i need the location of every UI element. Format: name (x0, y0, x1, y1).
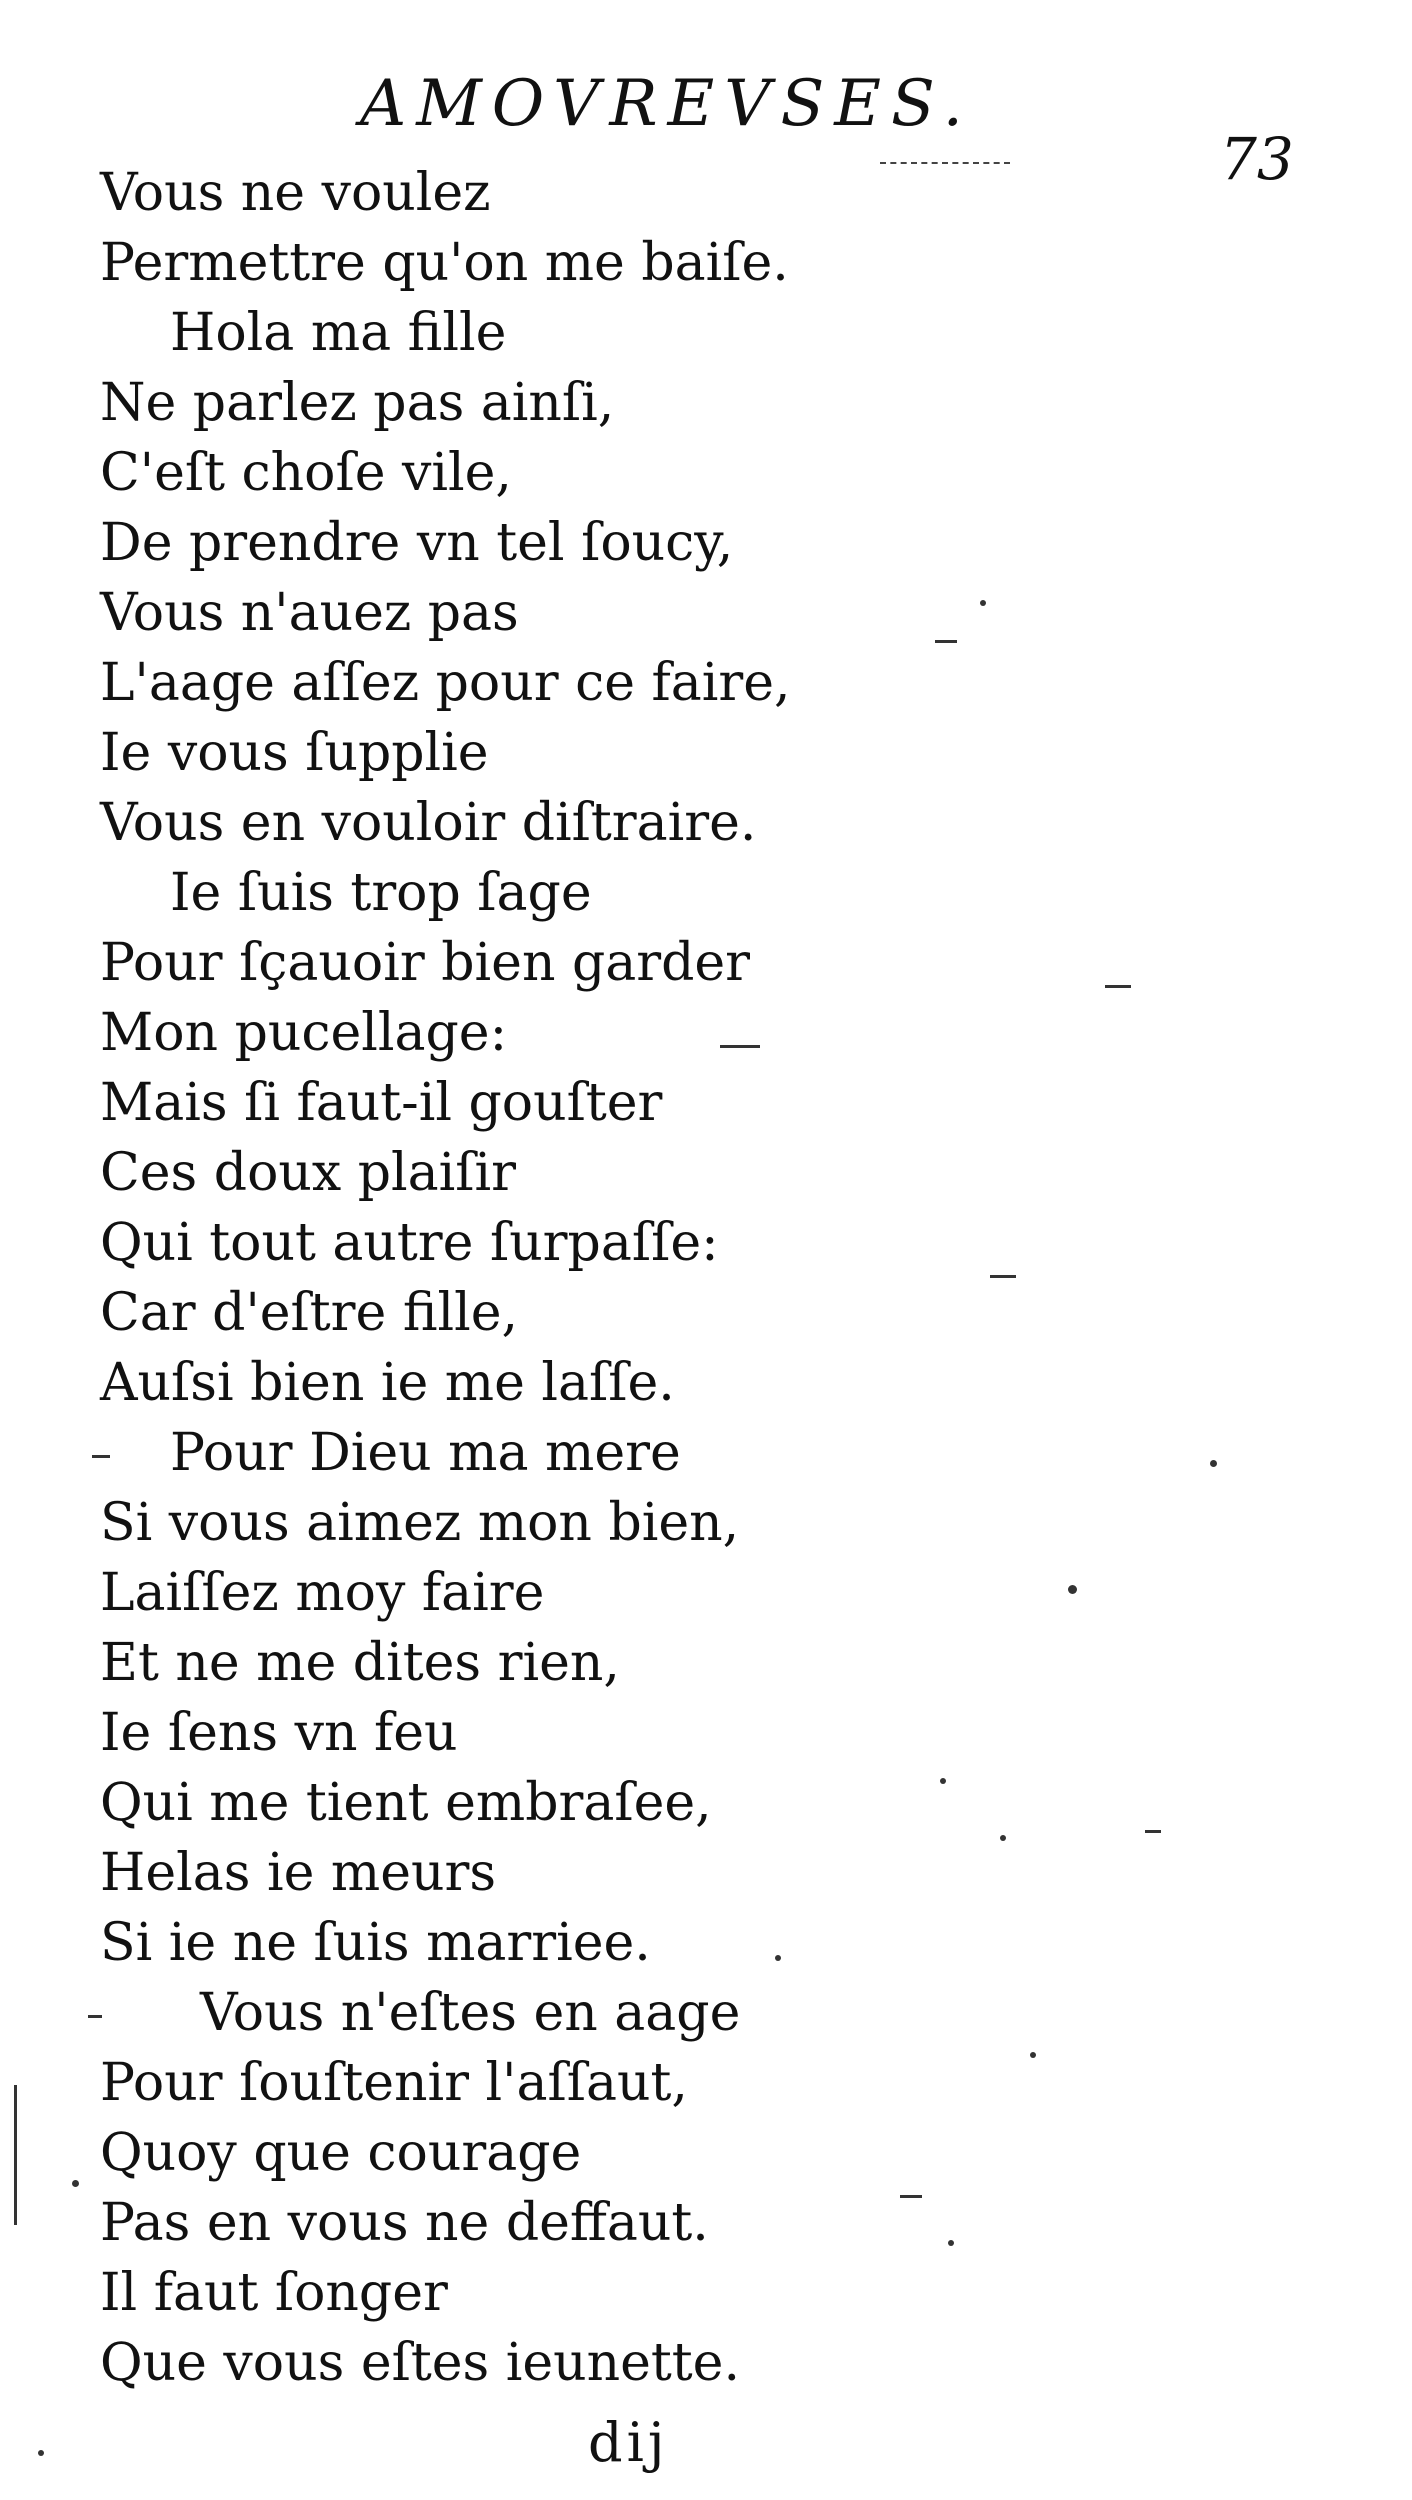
verse-line: Pour ſçauoir bien garder (100, 933, 751, 993)
signature-mark: dij (588, 2411, 669, 2474)
verse-line: Vous n'eſtes en aage (200, 1983, 741, 2043)
ink-speck (72, 2180, 79, 2187)
ink-speck (900, 2195, 922, 2198)
verse-line: Mon pucellage: (100, 1003, 508, 1063)
verse-line: Permettre qu'on me baiſe. (100, 233, 789, 293)
verse-line: Et ne me dites rien, (100, 1633, 620, 1693)
verse-line: Ie vous ſupplie (100, 723, 489, 783)
scan-margin-mark (14, 2085, 17, 2225)
ink-speck (88, 2015, 102, 2018)
verse-line: De prendre vn tel ſoucy, (100, 513, 734, 573)
ink-speck (990, 1275, 1016, 1278)
page-number: 73 (1220, 125, 1294, 193)
ink-speck (1210, 1460, 1217, 1467)
verse-line: Ne parlez pas ainſi, (100, 373, 615, 433)
ink-speck (935, 640, 957, 643)
verse-line: Quoy que courage (100, 2123, 582, 2183)
ink-speck (940, 1778, 946, 1784)
verse-line: Vous en vouloir diſtraire. (100, 793, 757, 853)
verse-line: Car d'eſtre fille, (100, 1283, 519, 1343)
ink-speck (1068, 1585, 1077, 1594)
ink-speck (980, 600, 986, 606)
ink-speck (38, 2450, 44, 2456)
poem-verse (0, 158, 1100, 2398)
verse-line: Mais ſi faut-il gouſter (100, 1073, 663, 1133)
ink-speck (720, 1045, 760, 1048)
verse-line: Que vous eſtes ieunette. (100, 2333, 740, 2393)
ink-speck (1145, 1830, 1161, 1833)
verse-line: Ie ſens vn feu (100, 1703, 458, 1763)
verse-line: Si vous aimez mon bien, (100, 1493, 740, 1553)
verse-line: Qui tout autre ſurpaſſe: (100, 1213, 719, 1273)
verse-line: Pour Dieu ma mere (170, 1423, 681, 1483)
verse-line: Laiſſez moy faire (100, 1563, 545, 1623)
verse-line: L'aage aſſez pour ce faire, (100, 653, 791, 713)
verse-line: Auſsi bien ie me laſſe. (100, 1353, 675, 1413)
verse-line: Vous n'auez pas (100, 583, 519, 643)
verse-line: C'eſt choſe vile, (100, 443, 512, 503)
running-head: AMOVREVSES. (360, 67, 973, 141)
ink-speck (1105, 985, 1131, 988)
verse-line: Ces doux plaiſir (100, 1143, 516, 1203)
ink-speck (1030, 2052, 1036, 2058)
verse-line: Il faut ſonger (100, 2263, 448, 2323)
verse-line: Qui me tient embraſee, (100, 1773, 712, 1833)
verse-line: Vous ne voulez (100, 163, 491, 223)
verse-line: Helas ie meurs (100, 1843, 497, 1903)
ink-speck (1000, 1835, 1006, 1841)
ink-speck (948, 2240, 954, 2246)
verse-line: Hola ma fille (170, 303, 507, 363)
verse-line: Si ie ne ſuis marriee. (100, 1913, 651, 1973)
verse-line: Ie ſuis trop ſage (170, 863, 592, 923)
ink-speck (92, 1455, 110, 1458)
verse-line: Pour ſouſtenir l'aſſaut, (100, 2053, 688, 2113)
ink-speck (775, 1955, 781, 1961)
verse-line: Pas en vous ne deffaut. (100, 2193, 709, 2253)
